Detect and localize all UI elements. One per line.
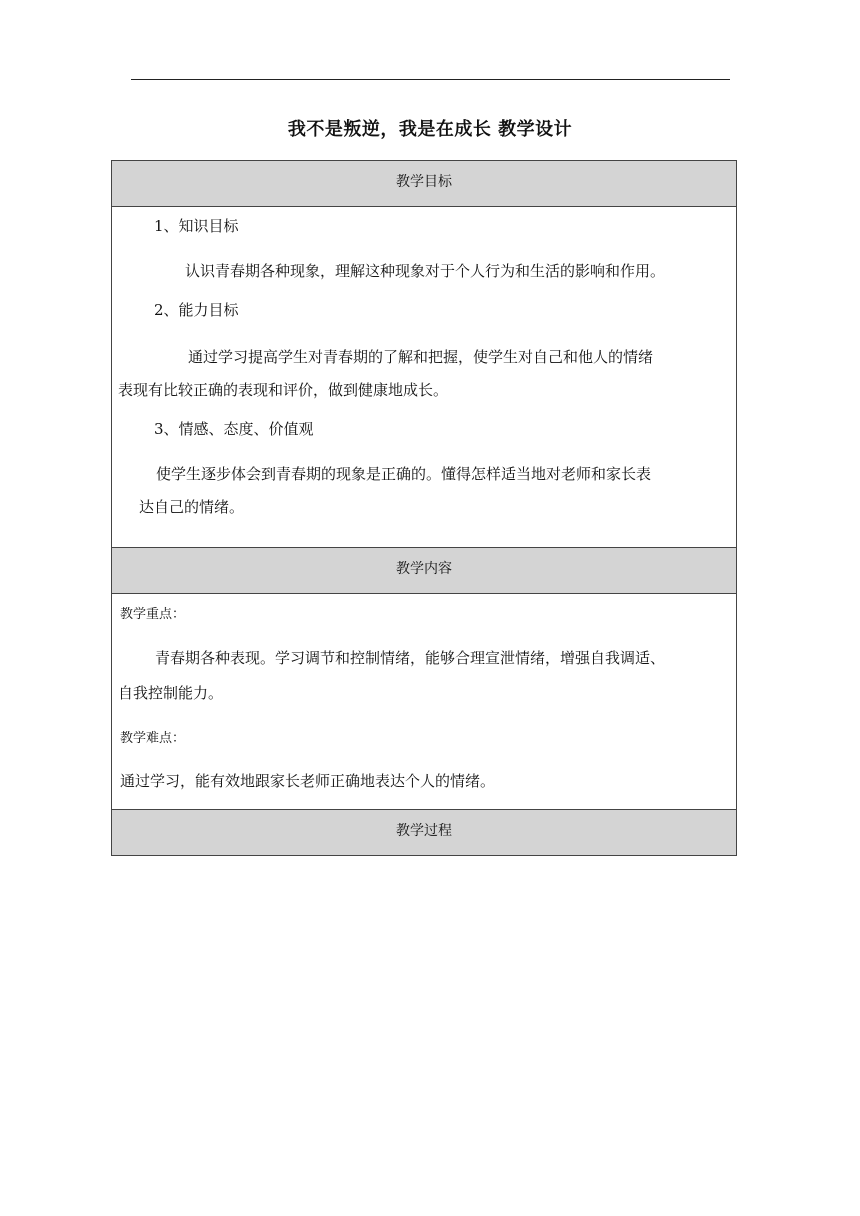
ability-objective-text-line1: 通过学习提高学生对青春期的了解和把握，使学生对自己和他人的情绪	[188, 348, 654, 366]
values-objective-heading: 3、情感、态度、价值观	[154, 420, 314, 438]
section-header-label: 教学过程	[396, 823, 452, 839]
objectives-cell	[112, 207, 737, 548]
difficulties-label: 教学难点：	[120, 731, 186, 746]
key-points-line2: 自我控制能力。	[118, 684, 224, 702]
section-header-objectives	[112, 161, 737, 207]
section-header-label: 教学内容	[396, 561, 452, 577]
section-header-content	[112, 548, 737, 594]
knowledge-objective-heading: 1、知识目标	[154, 217, 239, 235]
difficulties-text: 通过学习，能有效地跟家长老师正确地表达个人的情绪。	[120, 772, 496, 790]
ability-objective-text-line2: 表现有比较正确的表现和评价，做到健康地成长。	[118, 381, 449, 399]
document-title: 我不是叛逆，我是在成长 教学设计	[287, 119, 573, 140]
key-points-label: 教学重点：	[120, 607, 186, 622]
values-objective-text-line2: 达自己的情绪。	[139, 498, 245, 516]
lesson-plan-table	[111, 160, 737, 856]
content-cell	[112, 594, 737, 810]
knowledge-objective-text: 认识青春期各种现象，理解这种现象对于个人行为和生活的影响和作用。	[185, 262, 666, 280]
section-header-label: 教学目标	[396, 174, 452, 190]
values-objective-text-line1: 使学生逐步体会到青春期的现象是正确的。懂得怎样适当地对老师和家长表	[156, 465, 652, 483]
ability-objective-heading: 2、能力目标	[154, 301, 239, 319]
key-points-line1: 青春期各种表现。学习调节和控制情绪，能够合理宣泄情绪，增强自我调适、	[155, 649, 666, 667]
section-header-process	[112, 810, 737, 856]
header-rule	[131, 79, 730, 80]
